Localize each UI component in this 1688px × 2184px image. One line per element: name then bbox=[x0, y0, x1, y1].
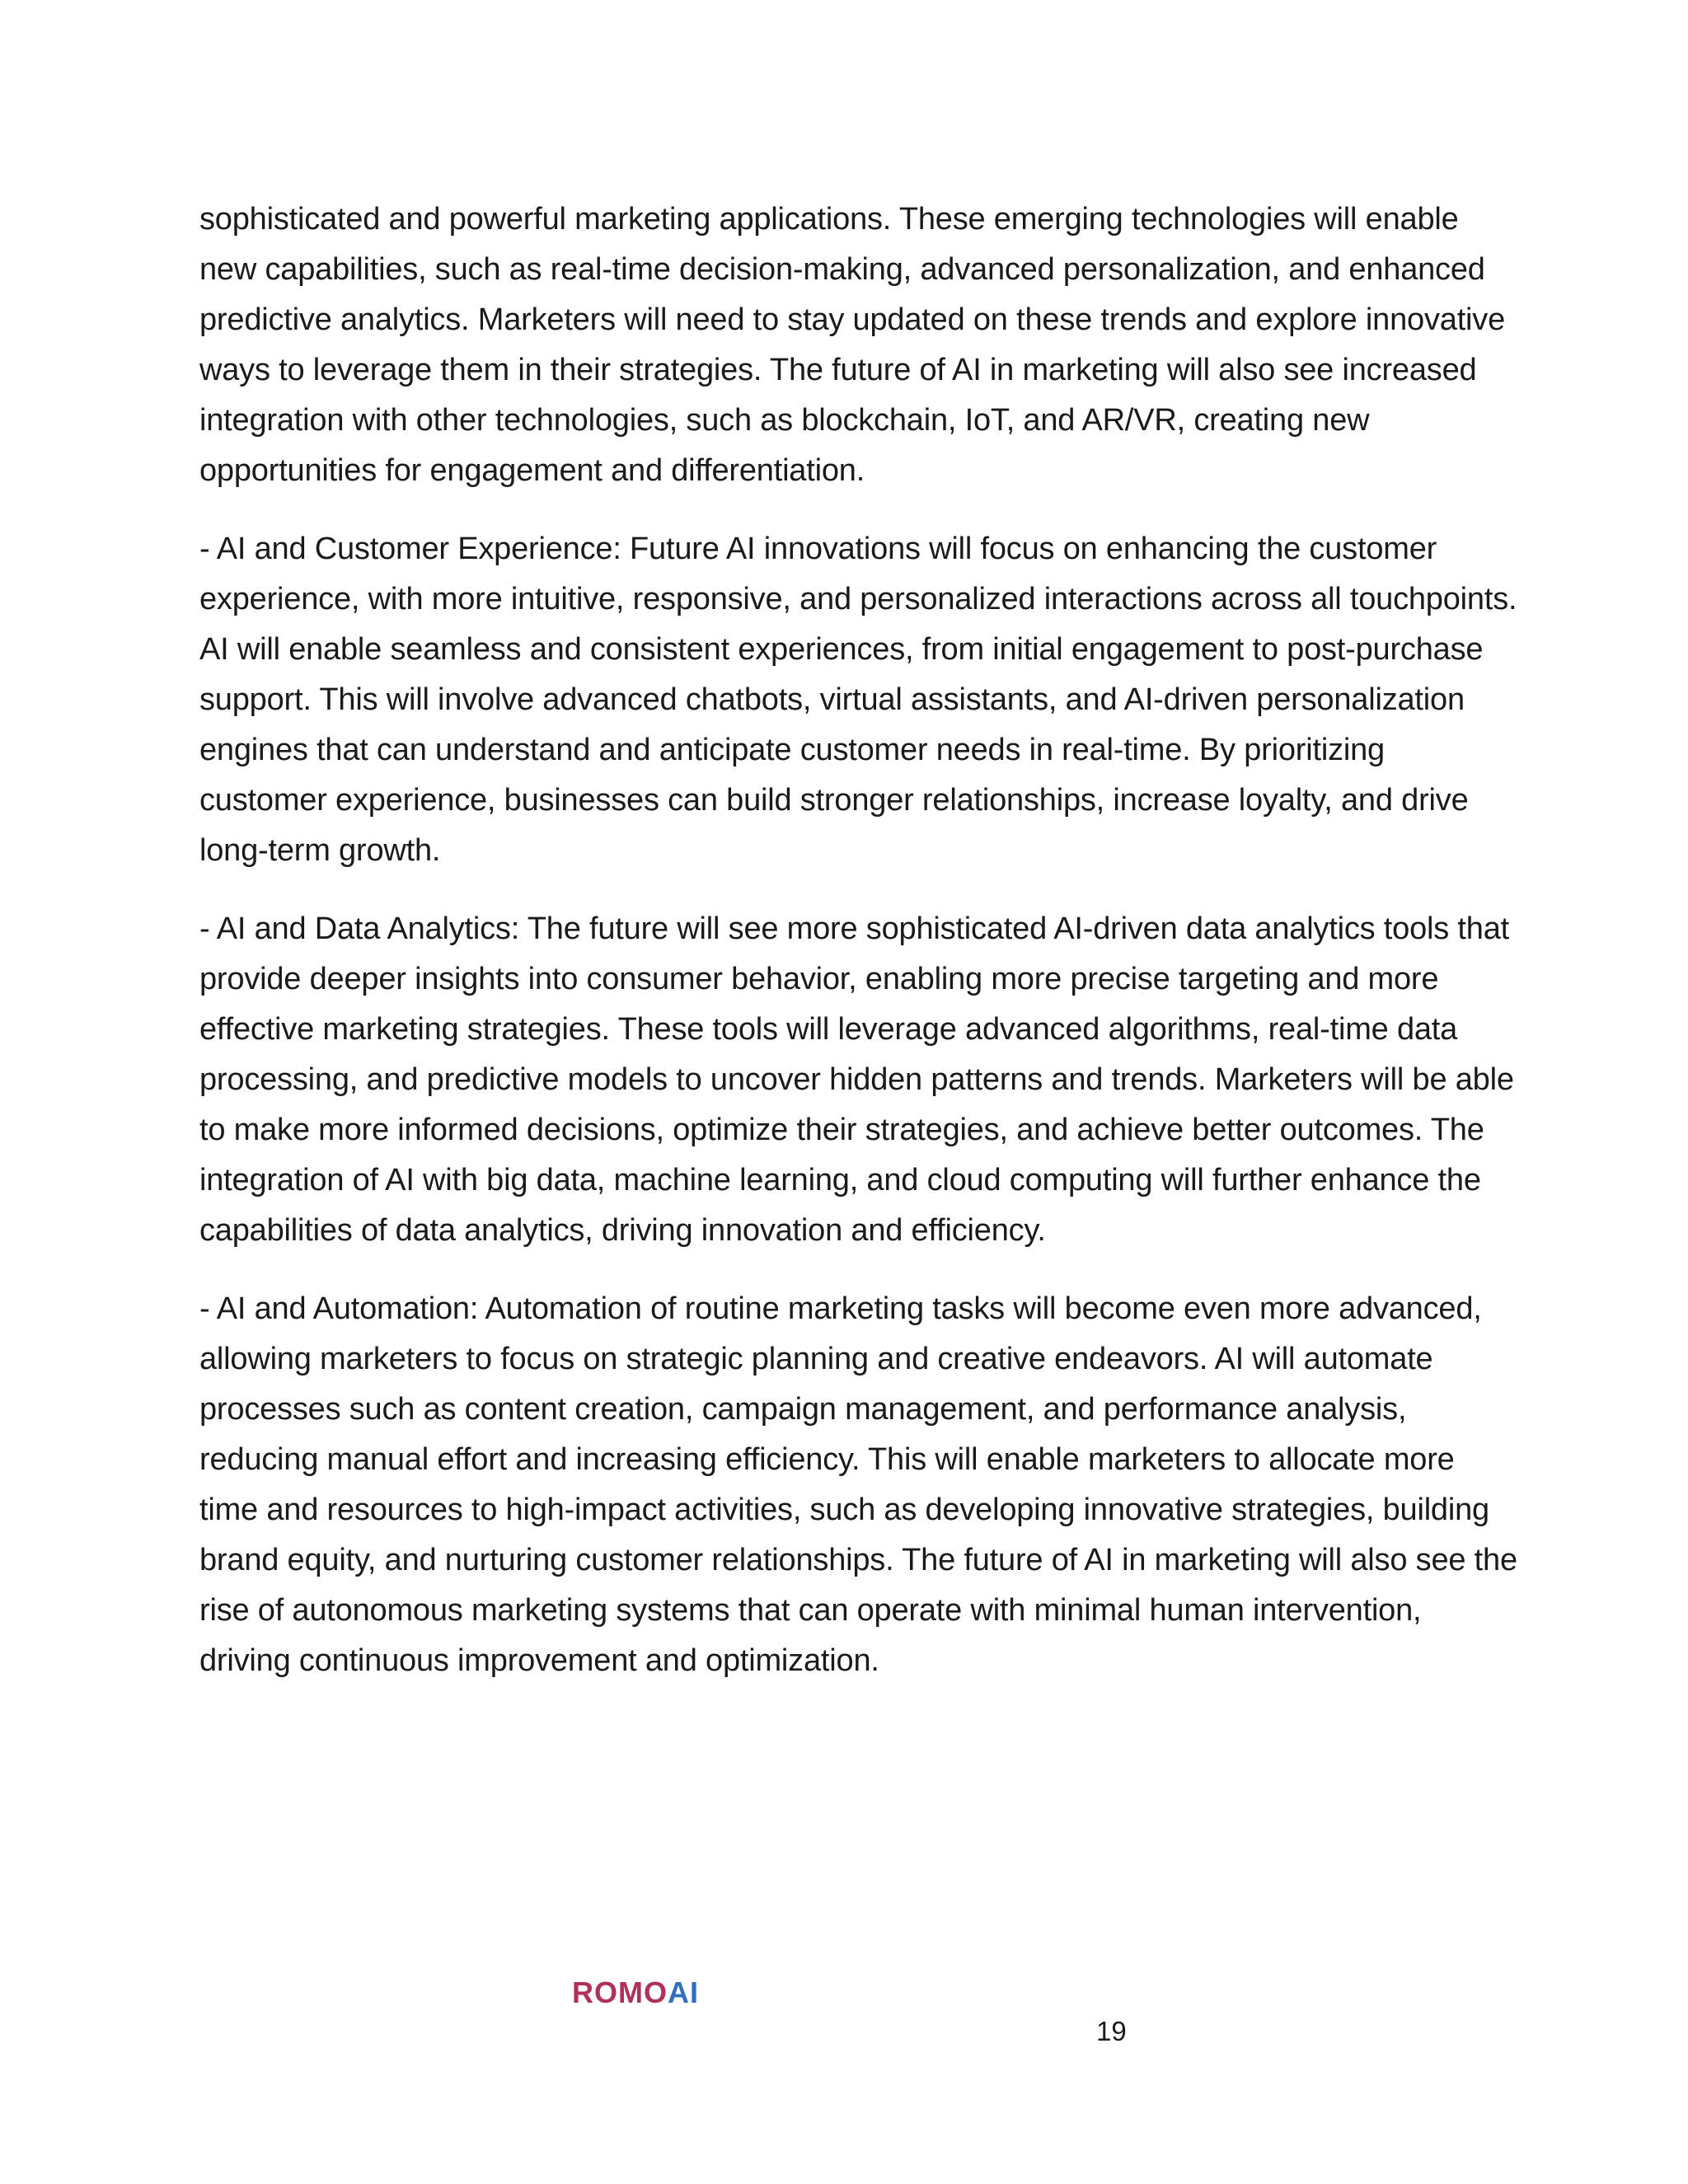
paragraph-automation: - AI and Automation: Automation of routine marketing tasks will become even more advanced, allowing marketers to focus on strategic planning and creative endeavors. AI will automate processes such as content creation, campaign management, and performance analysis, reducing manual effort and increasing efficiency. This will enable marketers to allocate more time and resources to high-impact activities, such as developing innovative strategies, building brand equity, and nurturing customer relationships. The future of AI in marketing will also see the rise of autonomous marketing systems that can operate with minimal human intervention, driving continuous improvement and optimization. bbox=[199, 1291, 1517, 1678]
paragraph-intro-continuation: sophisticated and powerful marketing applications. These emerging technologies will enable new capabilities, such as real-time decision-making, advanced personalization, and enhanced predictive analytics. Marketers will need to stay updated on these trends and explore innovative ways to leverage them in their strategies. The future of AI in marketing will also see increased integration with other technologies, such as blockchain, IoT, and AR/VR, creating new opportunities for engagement and differentiation. bbox=[199, 202, 1506, 488]
body-text bbox=[199, 194, 1518, 1714]
page-number: 19 bbox=[1096, 2016, 1127, 2046]
paragraph-data-analytics: - AI and Data Analytics: The future will see more sophisticated AI-driven data analytics tools that provide deeper insights into consumer behavior, enabling more precise targeting and more effective marketing strategies. These tools will leverage advanced algorithms, real-time data processing, and predictive models to uncover hidden patterns and trends. Marketers will be able to make more informed decisions, optimize their strategies, and achieve better outcomes. The integration of AI with big data, machine learning, and cloud computing will further enhance the capabilities of data analytics, driving innovation and efficiency. bbox=[199, 912, 1514, 1248]
paragraph-customer-experience: - AI and Customer Experience: Future AI innovations will focus on enhancing the customer experience, with more intuitive, responsive, and personalized interactions across all touchpoints. AI will enable seamless and consistent experiences, from initial engagement to post-purchase support. This will involve advanced chatbots, virtual assistants, and AI-driven personalization engines that can understand and anticipate customer needs in real-time. By prioritizing customer experience, businesses can build stronger relationships, increase loyalty, and drive long-term growth. bbox=[199, 532, 1517, 868]
logo-ai-text: AI bbox=[668, 1975, 699, 2009]
romoai-logo bbox=[572, 1972, 699, 2013]
logo-romo-text: ROMO bbox=[572, 1975, 668, 2009]
